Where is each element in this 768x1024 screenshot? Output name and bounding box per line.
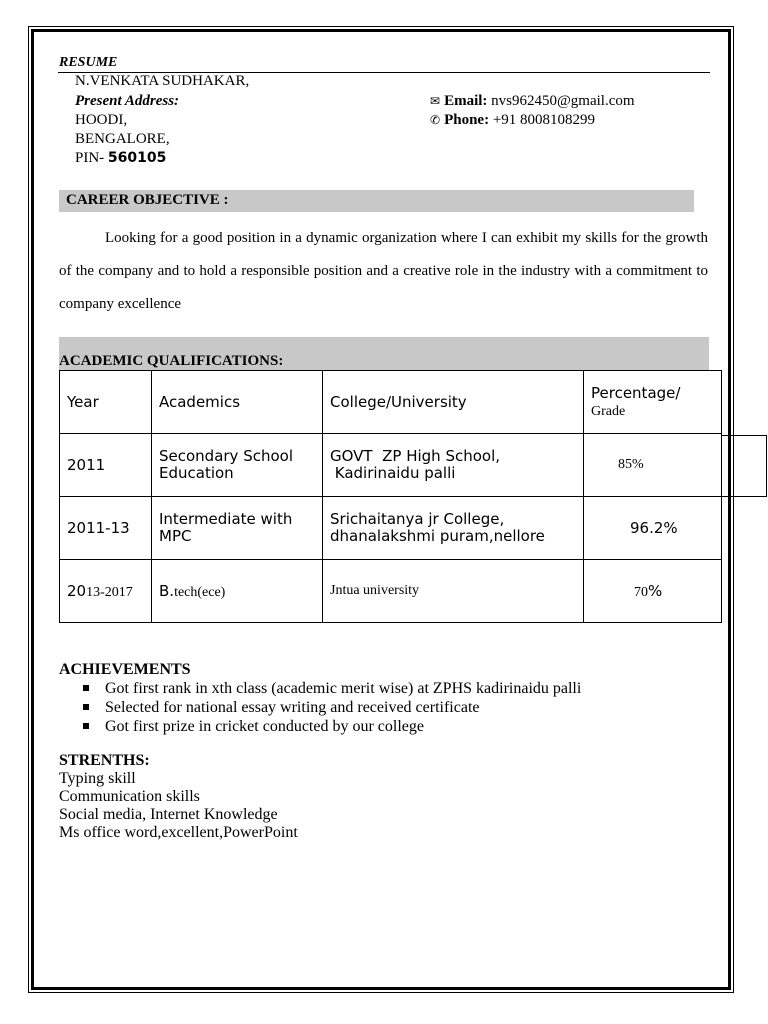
row-year: 2011-13 xyxy=(60,497,152,560)
address-label: Present Address: xyxy=(75,93,180,109)
row-year: 2011 xyxy=(60,434,152,497)
list-item: Selected for national essay writing and received certificate xyxy=(83,698,581,717)
table-header-row xyxy=(60,371,722,434)
envelope-icon: ✉ xyxy=(430,94,441,108)
achievements-list xyxy=(83,679,581,736)
phone-row xyxy=(430,112,595,129)
pin-row xyxy=(75,150,166,167)
row-college-line1: Srichaitanya jr College, xyxy=(330,510,505,528)
address-line-1: HOODI, xyxy=(75,112,128,128)
row-academics: Secondary School Education xyxy=(152,434,323,497)
academics-table xyxy=(59,370,722,623)
row-percentage-part2: % xyxy=(648,581,663,600)
row-academics xyxy=(152,560,323,623)
email-row xyxy=(430,93,635,110)
row-college-line1: GOVT ZP High School, xyxy=(330,447,501,465)
resume-title: RESUME xyxy=(59,55,118,70)
row-percentage-part1: 70 xyxy=(634,584,648,600)
career-heading: CAREER OBJECTIVE : xyxy=(66,192,229,208)
row-percentage xyxy=(584,560,722,623)
email-label: Email: xyxy=(444,93,488,109)
career-objective-text: Looking for a good position in a dynamic organization where I can exhibit my skills for the growth of the company and to hold a responsible position and a creative role in the industry with a commitment to company excellence xyxy=(59,230,708,312)
row-academics: Intermediate with MPC xyxy=(152,497,323,560)
stray-cell-border xyxy=(721,435,767,497)
row-college: Jntua university xyxy=(323,560,584,623)
row-year xyxy=(60,560,152,623)
candidate-name: N.VENKATA SUDHAKAR, xyxy=(75,73,250,89)
row-college-line2: Kadirinaidu palli xyxy=(330,464,456,482)
row-academics-part1: B. xyxy=(159,581,175,600)
phone-value: +91 8008108299 xyxy=(492,112,596,128)
list-item: Got first rank in xth class (academic merit wise) at ZPHS kadirinaidu palli xyxy=(83,679,581,698)
phone-label: Phone: xyxy=(444,112,490,128)
row-academics-part2: tech(ece) xyxy=(174,584,226,600)
row-college xyxy=(323,434,584,497)
col-header-percentage-line2: Grade xyxy=(591,403,626,419)
list-item: Got first prize in cricket conducted by our college xyxy=(83,717,581,736)
pin-value: 560105 xyxy=(107,150,167,166)
list-item: Communication skills xyxy=(59,788,200,805)
col-header-college: College/University xyxy=(323,371,584,434)
row-percentage: 96.2% xyxy=(584,497,722,560)
row-percentage: 85% xyxy=(584,434,722,497)
pin-label: PIN- xyxy=(75,150,105,166)
row-year-part1: 20 xyxy=(67,581,87,600)
table-row xyxy=(60,560,722,623)
list-item: Typing skill xyxy=(59,770,136,787)
academics-heading: ACADEMIC QUALIFICATIONS: xyxy=(59,353,284,369)
row-college xyxy=(323,497,584,560)
col-header-percentage xyxy=(584,371,722,434)
row-year-part2: 13-2017 xyxy=(86,584,133,600)
strengths-heading: STRENTHS: xyxy=(59,752,150,769)
col-header-percentage-line1: Percentage/ xyxy=(591,383,681,402)
list-item: Ms office word,excellent,PowerPoint xyxy=(59,824,298,841)
row-college-line2: dhanalakshmi puram,nellore xyxy=(330,527,545,545)
table-row xyxy=(60,434,722,497)
col-header-year: Year xyxy=(60,371,152,434)
list-item: Social media, Internet Knowledge xyxy=(59,806,278,823)
address-line-2: BENGALORE, xyxy=(75,131,170,147)
achievements-heading: ACHIEVEMENTS xyxy=(59,661,191,678)
email-value: nvs962450@gmail.com xyxy=(491,93,635,109)
table-row xyxy=(60,497,722,560)
col-header-academics: Academics xyxy=(152,371,323,434)
phone-icon: ✆ xyxy=(430,113,441,127)
